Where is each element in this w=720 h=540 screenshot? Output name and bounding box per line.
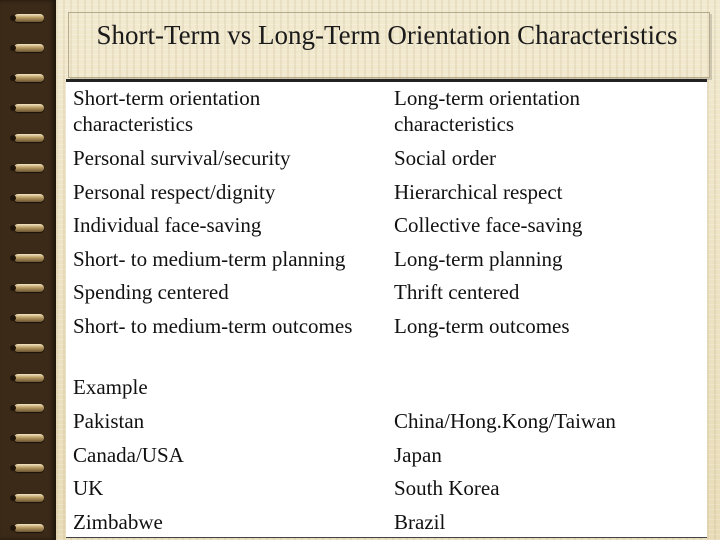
binder-ring-icon <box>14 134 44 142</box>
table-cell: Short- to medium-term outcomes <box>73 314 353 338</box>
header-cell: Long-term orientation <box>394 86 581 110</box>
table-cell: Personal respect/dignity <box>73 180 276 204</box>
example-cell: Canada/USA <box>73 443 184 467</box>
binder-ring-icon <box>14 464 44 472</box>
example-cell: Zimbabwe <box>73 510 163 534</box>
header-cell: Short-term orientation <box>73 86 261 110</box>
example-cell: Pakistan <box>73 409 145 433</box>
slide-title: Short-Term vs Long-Term Orientation Characteristics <box>96 20 678 50</box>
table-cell: Collective face-saving <box>394 213 583 237</box>
binder-ring-icon <box>14 254 44 262</box>
binder-ring-icon <box>14 224 44 232</box>
binder-ring-icon <box>14 44 44 52</box>
table-cell: Personal survival/security <box>73 146 291 170</box>
binder-ring-icon <box>14 524 44 532</box>
table-cell: Social order <box>394 146 497 170</box>
table-cell: Hierarchical respect <box>394 180 563 204</box>
binder-ring-icon <box>14 14 44 22</box>
header-cell: characteristics <box>394 112 515 136</box>
example-cell: UK <box>73 476 104 500</box>
example-cell: Brazil <box>394 510 446 534</box>
example-cell: Japan <box>394 443 442 467</box>
binder-ring-icon <box>14 314 44 322</box>
binder-ring-icon <box>14 494 44 502</box>
table-cell: Long-term outcomes <box>394 314 570 338</box>
table-cell: Long-term planning <box>394 247 563 271</box>
comparison-table <box>66 79 707 538</box>
binder-ring-icon <box>14 284 44 292</box>
example-cell: China/Hong.Kong/Taiwan <box>394 409 616 433</box>
binder-ring-icon <box>14 104 44 112</box>
table-cell: Individual face-saving <box>73 213 262 237</box>
example-cell: South Korea <box>394 476 500 500</box>
binder-ring-icon <box>14 194 44 202</box>
example-label: Example <box>73 375 148 399</box>
table-cell: Thrift centered <box>394 280 520 304</box>
header-cell: characteristics <box>73 112 194 136</box>
table-cell: Spending centered <box>73 280 229 304</box>
binder-ring-icon <box>14 344 44 352</box>
binder-spine <box>0 0 56 540</box>
table-cell: Short- to medium-term planning <box>73 247 346 271</box>
binder-ring-icon <box>14 434 44 442</box>
binder-ring-icon <box>14 164 44 172</box>
binder-ring-icon <box>14 404 44 412</box>
binder-ring-icon <box>14 74 44 82</box>
binder-ring-icon <box>14 374 44 382</box>
